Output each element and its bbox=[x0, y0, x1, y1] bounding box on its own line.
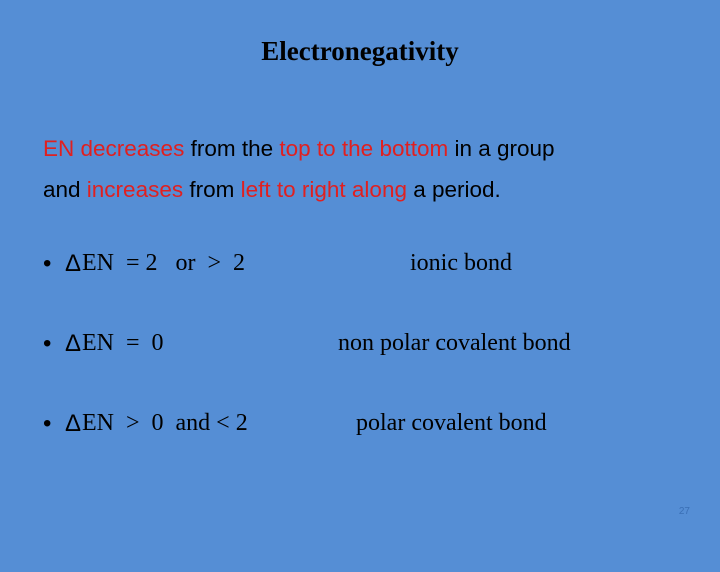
bullet-bond-type: non polar covalent bond bbox=[338, 330, 571, 356]
text-run: increases bbox=[86, 177, 184, 202]
slide-title: Electronegativity bbox=[261, 36, 459, 66]
bullet-condition: EN = 2 or > 2 bbox=[82, 250, 246, 276]
bullet-ionic-bond bbox=[43, 250, 683, 286]
paragraph-line-1 bbox=[43, 128, 703, 169]
bullet-condition: EN = 0 bbox=[82, 330, 164, 356]
bullet-polar-covalent bbox=[43, 410, 683, 446]
bullet-marker: • bbox=[43, 410, 52, 437]
bullet-bond-type: polar covalent bond bbox=[356, 410, 547, 436]
text-run: and bbox=[43, 177, 87, 202]
intro-paragraph bbox=[43, 128, 703, 210]
delta-symbol: Δ bbox=[65, 250, 82, 277]
bullet-marker: • bbox=[43, 250, 52, 277]
bullet-marker: • bbox=[43, 330, 52, 357]
text-run: in a group bbox=[448, 136, 555, 161]
text-run: left to right along bbox=[240, 177, 407, 202]
text-run: a period. bbox=[406, 177, 501, 202]
bullet-bond-type: ionic bond bbox=[410, 250, 512, 276]
text-run: from the bbox=[184, 136, 280, 161]
page-number: 27 bbox=[678, 506, 690, 517]
delta-symbol: Δ bbox=[65, 330, 82, 357]
bullet-condition: EN > 0 and < 2 bbox=[82, 410, 248, 436]
delta-symbol: Δ bbox=[65, 410, 82, 437]
paragraph-line-2 bbox=[43, 169, 703, 210]
text-run: from bbox=[183, 177, 241, 202]
text-run: top to the bottom bbox=[279, 136, 449, 161]
bullet-nonpolar-covalent bbox=[43, 330, 683, 366]
text-run: EN decreases bbox=[43, 136, 185, 161]
